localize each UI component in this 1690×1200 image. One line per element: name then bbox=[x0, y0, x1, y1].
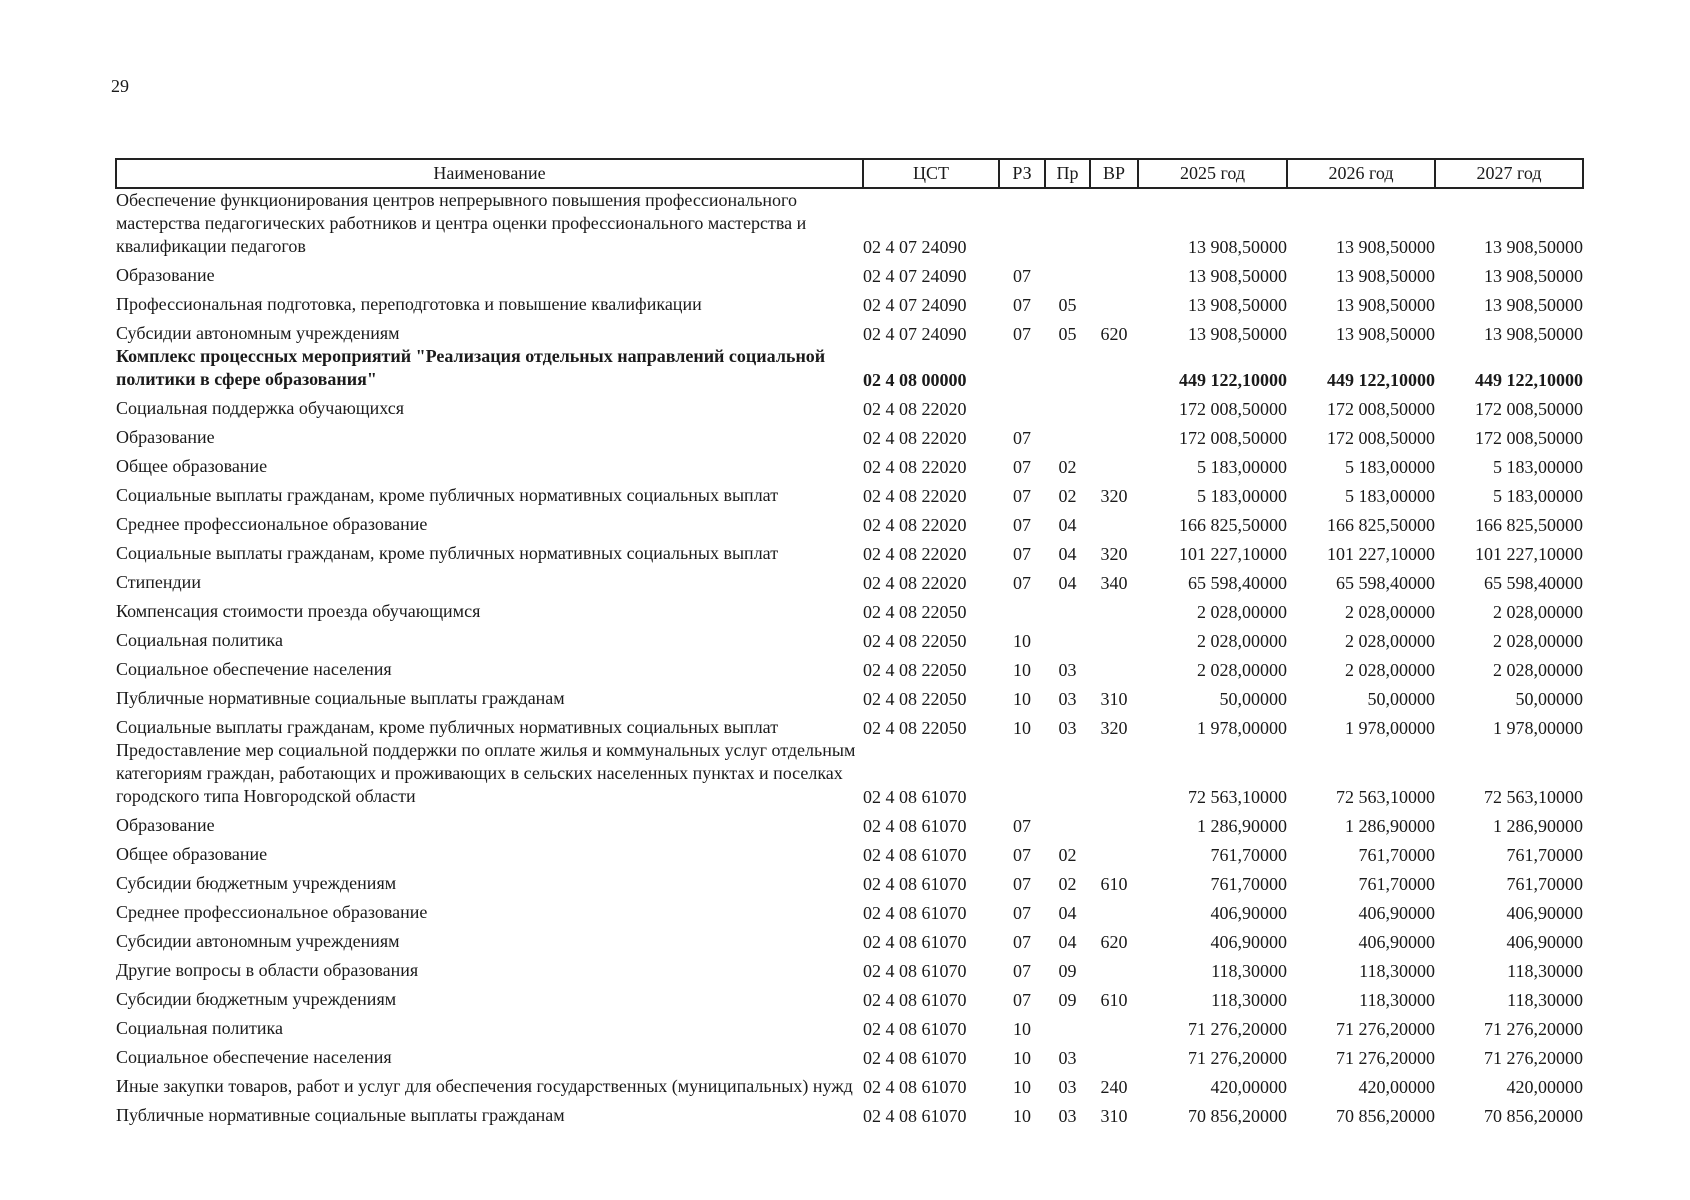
cell-vr bbox=[1090, 287, 1138, 316]
cell-2026: 71 276,20000 bbox=[1336, 1048, 1435, 1068]
cell-rz bbox=[999, 188, 1045, 258]
cell-vr bbox=[1090, 507, 1138, 536]
cell-2026: 172 008,50000 bbox=[1327, 399, 1435, 419]
table-row bbox=[116, 287, 1583, 316]
cell-name: Социальное обеспечение населения bbox=[116, 659, 392, 679]
cell-2026: 1 286,90000 bbox=[1345, 816, 1435, 836]
cell-2026: 72 563,10000 bbox=[1336, 787, 1435, 807]
budget-table bbox=[115, 158, 1584, 1127]
cell-vr bbox=[1090, 594, 1138, 623]
cell-2027: 406,90000 bbox=[1506, 932, 1583, 952]
cell-2027: 1 978,00000 bbox=[1493, 718, 1583, 738]
header-rz: РЗ bbox=[999, 159, 1045, 188]
cell-2025: 101 227,10000 bbox=[1179, 544, 1287, 564]
cell-2026: 118,30000 bbox=[1359, 961, 1435, 981]
cell-2025: 166 825,50000 bbox=[1179, 515, 1287, 535]
cell-pr bbox=[1045, 808, 1090, 837]
cell-cst: 02 4 08 61070 bbox=[863, 787, 967, 807]
cell-pr: 04 bbox=[1058, 544, 1077, 564]
cell-cst: 02 4 07 24090 bbox=[863, 295, 967, 315]
cell-vr: 320 bbox=[1100, 718, 1128, 738]
table-row bbox=[116, 536, 1583, 565]
table-row bbox=[116, 345, 1583, 391]
cell-pr bbox=[1045, 391, 1090, 420]
cell-cst: 02 4 08 61070 bbox=[863, 874, 967, 894]
table-row bbox=[116, 565, 1583, 594]
cell-name: Другие вопросы в области образования bbox=[116, 960, 419, 980]
cell-2027: 70 856,20000 bbox=[1484, 1106, 1583, 1126]
cell-name: Среднее профессиональное образование bbox=[116, 902, 428, 922]
table-row bbox=[116, 1098, 1583, 1127]
cell-cst: 02 4 08 22050 bbox=[863, 689, 967, 709]
cell-vr: 240 bbox=[1100, 1077, 1128, 1097]
cell-vr: 610 bbox=[1100, 874, 1128, 894]
cell-2027: 71 276,20000 bbox=[1484, 1048, 1583, 1068]
cell-2026: 101 227,10000 bbox=[1327, 544, 1435, 564]
cell-name: Среднее профессиональное образование bbox=[116, 514, 428, 534]
cell-vr: 310 bbox=[1100, 689, 1128, 709]
cell-pr bbox=[1045, 594, 1090, 623]
cell-2027: 13 908,50000 bbox=[1484, 266, 1583, 286]
cell-pr: 02 bbox=[1058, 845, 1077, 865]
cell-2027: 2 028,00000 bbox=[1493, 602, 1583, 622]
header-2026: 2026 год bbox=[1287, 159, 1435, 188]
cell-pr bbox=[1045, 739, 1090, 808]
cell-2026: 5 183,00000 bbox=[1345, 486, 1435, 506]
cell-2025: 13 908,50000 bbox=[1188, 324, 1287, 344]
table-row bbox=[116, 808, 1583, 837]
cell-pr: 09 bbox=[1058, 990, 1077, 1010]
cell-vr bbox=[1090, 345, 1138, 391]
cell-2026: 761,70000 bbox=[1358, 845, 1435, 865]
cell-vr: 620 bbox=[1100, 324, 1128, 344]
cell-cst: 02 4 08 61070 bbox=[863, 1048, 967, 1068]
header-cst: ЦСТ bbox=[863, 159, 999, 188]
cell-vr bbox=[1090, 391, 1138, 420]
cell-2027: 5 183,00000 bbox=[1493, 486, 1583, 506]
cell-name: Иные закупки товаров, работ и услуг для обеспечения государственных (муниципальных) нужд bbox=[116, 1076, 853, 1096]
cell-name: Общее образование bbox=[116, 844, 268, 864]
table-row bbox=[116, 1011, 1583, 1040]
cell-2027: 13 908,50000 bbox=[1484, 324, 1583, 344]
cell-pr bbox=[1045, 1011, 1090, 1040]
cell-rz: 07 bbox=[1013, 486, 1031, 506]
cell-2026: 2 028,00000 bbox=[1345, 602, 1435, 622]
table-row bbox=[116, 478, 1583, 507]
cell-2027: 172 008,50000 bbox=[1475, 428, 1583, 448]
header-2027: 2027 год bbox=[1435, 159, 1583, 188]
cell-rz: 07 bbox=[1013, 266, 1031, 286]
cell-pr: 09 bbox=[1058, 961, 1077, 981]
cell-cst: 02 4 08 61070 bbox=[863, 990, 967, 1010]
cell-vr: 320 bbox=[1100, 486, 1128, 506]
cell-2026: 71 276,20000 bbox=[1336, 1019, 1435, 1039]
cell-rz: 10 bbox=[1013, 718, 1031, 738]
cell-2026: 172 008,50000 bbox=[1327, 428, 1435, 448]
cell-cst: 02 4 08 61070 bbox=[863, 816, 967, 836]
cell-cst: 02 4 08 61070 bbox=[863, 932, 967, 952]
cell-2025: 2 028,00000 bbox=[1197, 660, 1287, 680]
table-row bbox=[116, 316, 1583, 345]
cell-name: Субсидии бюджетным учреждениям bbox=[116, 989, 397, 1009]
cell-2026: 166 825,50000 bbox=[1327, 515, 1435, 535]
cell-2026: 13 908,50000 bbox=[1336, 295, 1435, 315]
cell-2025: 449 122,10000 bbox=[1179, 370, 1287, 390]
cell-name: Комплекс процессных мероприятий "Реализация отдельных направлений социальной политики в сфере образования" bbox=[116, 346, 826, 389]
cell-cst: 02 4 08 61070 bbox=[863, 961, 967, 981]
cell-name: Профессиональная подготовка, переподготовка и повышение квалификации bbox=[116, 294, 702, 314]
cell-cst: 02 4 08 22020 bbox=[863, 573, 967, 593]
table-row bbox=[116, 623, 1583, 652]
cell-pr bbox=[1045, 258, 1090, 287]
cell-2025: 2 028,00000 bbox=[1197, 631, 1287, 651]
cell-cst: 02 4 08 22020 bbox=[863, 515, 967, 535]
cell-2027: 50,00000 bbox=[1515, 689, 1583, 709]
cell-rz: 07 bbox=[1013, 990, 1031, 1010]
cell-2025: 13 908,50000 bbox=[1188, 237, 1287, 257]
cell-vr bbox=[1090, 652, 1138, 681]
table-row bbox=[116, 420, 1583, 449]
cell-cst: 02 4 08 22020 bbox=[863, 486, 967, 506]
cell-pr: 04 bbox=[1058, 515, 1077, 535]
cell-rz: 07 bbox=[1013, 874, 1031, 894]
cell-rz bbox=[999, 345, 1045, 391]
cell-2025: 71 276,20000 bbox=[1188, 1019, 1287, 1039]
cell-2027: 449 122,10000 bbox=[1475, 370, 1583, 390]
cell-cst: 02 4 08 22020 bbox=[863, 399, 967, 419]
cell-2026: 2 028,00000 bbox=[1345, 660, 1435, 680]
cell-pr: 03 bbox=[1058, 1106, 1077, 1126]
cell-rz bbox=[999, 594, 1045, 623]
cell-2025: 406,90000 bbox=[1210, 932, 1287, 952]
table-row bbox=[116, 449, 1583, 478]
table-row bbox=[116, 739, 1583, 808]
cell-pr bbox=[1045, 188, 1090, 258]
cell-2025: 50,00000 bbox=[1219, 689, 1287, 709]
cell-vr bbox=[1090, 449, 1138, 478]
table-header-row bbox=[116, 159, 1583, 188]
cell-2025: 65 598,40000 bbox=[1188, 573, 1287, 593]
cell-vr: 340 bbox=[1100, 573, 1128, 593]
table-row bbox=[116, 837, 1583, 866]
cell-name: Субсидии автономным учреждениям bbox=[116, 323, 400, 343]
cell-pr: 02 bbox=[1058, 486, 1077, 506]
cell-2027: 5 183,00000 bbox=[1493, 457, 1583, 477]
cell-vr: 320 bbox=[1100, 544, 1128, 564]
cell-rz: 10 bbox=[1013, 660, 1031, 680]
cell-name: Социальная политика bbox=[116, 630, 283, 650]
cell-pr bbox=[1045, 420, 1090, 449]
cell-2027: 118,30000 bbox=[1507, 961, 1583, 981]
cell-pr bbox=[1045, 623, 1090, 652]
cell-vr: 610 bbox=[1100, 990, 1128, 1010]
cell-vr: 620 bbox=[1100, 932, 1128, 952]
table-row bbox=[116, 982, 1583, 1011]
cell-pr: 04 bbox=[1058, 932, 1077, 952]
table-body bbox=[116, 188, 1583, 1127]
table-row bbox=[116, 188, 1583, 258]
cell-rz: 07 bbox=[1013, 961, 1031, 981]
cell-2025: 72 563,10000 bbox=[1188, 787, 1287, 807]
cell-2025: 70 856,20000 bbox=[1188, 1106, 1287, 1126]
table-row bbox=[116, 507, 1583, 536]
cell-2027: 13 908,50000 bbox=[1484, 295, 1583, 315]
cell-2026: 13 908,50000 bbox=[1336, 237, 1435, 257]
cell-name: Субсидии автономным учреждениям bbox=[116, 931, 400, 951]
cell-name: Обеспечение функционирования центров непрерывного повышения профессионального мастерства педагогических работников и центра оценки профессионального мастерства и квалификации педагогов bbox=[116, 190, 807, 256]
cell-pr: 05 bbox=[1058, 295, 1077, 315]
cell-cst: 02 4 08 22050 bbox=[863, 631, 967, 651]
cell-2025: 172 008,50000 bbox=[1179, 399, 1287, 419]
cell-rz: 07 bbox=[1013, 816, 1031, 836]
cell-rz: 07 bbox=[1013, 932, 1031, 952]
cell-2025: 13 908,50000 bbox=[1188, 295, 1287, 315]
cell-2027: 2 028,00000 bbox=[1493, 631, 1583, 651]
cell-2025: 761,70000 bbox=[1210, 874, 1287, 894]
cell-vr bbox=[1090, 837, 1138, 866]
table-row bbox=[116, 681, 1583, 710]
cell-2025: 5 183,00000 bbox=[1197, 457, 1287, 477]
cell-rz: 07 bbox=[1013, 295, 1031, 315]
cell-2027: 1 286,90000 bbox=[1493, 816, 1583, 836]
cell-2025: 118,30000 bbox=[1211, 990, 1287, 1010]
cell-2027: 761,70000 bbox=[1506, 845, 1583, 865]
cell-name: Социальные выплаты гражданам, кроме публичных нормативных социальных выплат bbox=[116, 485, 779, 505]
cell-pr: 03 bbox=[1058, 1077, 1077, 1097]
cell-2027: 65 598,40000 bbox=[1484, 573, 1583, 593]
cell-rz: 07 bbox=[1013, 903, 1031, 923]
cell-2026: 406,90000 bbox=[1358, 932, 1435, 952]
cell-rz: 10 bbox=[1013, 1106, 1031, 1126]
cell-2025: 1 978,00000 bbox=[1197, 718, 1287, 738]
cell-cst: 02 4 07 24090 bbox=[863, 266, 967, 286]
cell-vr bbox=[1090, 808, 1138, 837]
cell-name: Социальное обеспечение населения bbox=[116, 1047, 392, 1067]
cell-2026: 118,30000 bbox=[1359, 990, 1435, 1010]
cell-2026: 70 856,20000 bbox=[1336, 1106, 1435, 1126]
cell-cst: 02 4 08 22020 bbox=[863, 457, 967, 477]
cell-rz bbox=[999, 391, 1045, 420]
cell-2026: 50,00000 bbox=[1367, 689, 1435, 709]
cell-2027: 2 028,00000 bbox=[1493, 660, 1583, 680]
cell-pr: 05 bbox=[1058, 324, 1077, 344]
cell-2027: 761,70000 bbox=[1506, 874, 1583, 894]
table-row bbox=[116, 866, 1583, 895]
cell-cst: 02 4 08 61070 bbox=[863, 1077, 967, 1097]
cell-rz: 10 bbox=[1013, 631, 1031, 651]
table-row bbox=[116, 258, 1583, 287]
cell-pr: 03 bbox=[1058, 689, 1077, 709]
cell-2025: 406,90000 bbox=[1210, 903, 1287, 923]
cell-2025: 13 908,50000 bbox=[1188, 266, 1287, 286]
cell-vr: 310 bbox=[1100, 1106, 1128, 1126]
cell-rz: 07 bbox=[1013, 515, 1031, 535]
cell-rz: 07 bbox=[1013, 428, 1031, 448]
cell-rz: 07 bbox=[1013, 845, 1031, 865]
header-name: Наименование bbox=[116, 159, 863, 188]
cell-cst: 02 4 08 00000 bbox=[863, 370, 967, 390]
cell-rz: 10 bbox=[1013, 1019, 1031, 1039]
cell-cst: 02 4 07 24090 bbox=[863, 237, 967, 257]
header-vr: ВР bbox=[1090, 159, 1138, 188]
cell-name: Предоставление мер социальной поддержки по оплате жилья и коммунальных услуг отдельным категориям граждан, работающих и проживающих в сельских населенных пунктах и поселках городского типа Новгородской области bbox=[116, 740, 856, 806]
cell-2026: 761,70000 bbox=[1358, 874, 1435, 894]
table-row bbox=[116, 594, 1583, 623]
cell-vr bbox=[1090, 895, 1138, 924]
cell-2027: 72 563,10000 bbox=[1484, 787, 1583, 807]
cell-cst: 02 4 08 61070 bbox=[863, 903, 967, 923]
cell-rz: 07 bbox=[1013, 573, 1031, 593]
cell-pr: 04 bbox=[1058, 573, 1077, 593]
cell-2027: 71 276,20000 bbox=[1484, 1019, 1583, 1039]
table-row bbox=[116, 924, 1583, 953]
table-row bbox=[116, 710, 1583, 739]
header-2025: 2025 год bbox=[1138, 159, 1287, 188]
table-row bbox=[116, 895, 1583, 924]
cell-vr bbox=[1090, 258, 1138, 287]
cell-name: Социальные выплаты гражданам, кроме публичных нормативных социальных выплат bbox=[116, 717, 779, 737]
cell-2025: 172 008,50000 bbox=[1179, 428, 1287, 448]
cell-rz: 07 bbox=[1013, 544, 1031, 564]
cell-2027: 118,30000 bbox=[1507, 990, 1583, 1010]
cell-cst: 02 4 08 22050 bbox=[863, 718, 967, 738]
cell-name: Публичные нормативные социальные выплаты гражданам bbox=[116, 688, 565, 708]
cell-2026: 406,90000 bbox=[1358, 903, 1435, 923]
cell-rz bbox=[999, 739, 1045, 808]
cell-name: Компенсация стоимости проезда обучающимся bbox=[116, 601, 481, 621]
cell-name: Образование bbox=[116, 427, 215, 447]
cell-cst: 02 4 08 61070 bbox=[863, 1019, 967, 1039]
table-row bbox=[116, 391, 1583, 420]
table-row bbox=[116, 1040, 1583, 1069]
cell-cst: 02 4 08 61070 bbox=[863, 1106, 967, 1126]
cell-vr bbox=[1090, 1011, 1138, 1040]
cell-2027: 420,00000 bbox=[1506, 1077, 1583, 1097]
cell-vr bbox=[1090, 739, 1138, 808]
cell-name: Образование bbox=[116, 265, 215, 285]
cell-vr bbox=[1090, 188, 1138, 258]
cell-cst: 02 4 08 22020 bbox=[863, 544, 967, 564]
cell-2027: 101 227,10000 bbox=[1475, 544, 1583, 564]
cell-vr bbox=[1090, 420, 1138, 449]
cell-2025: 761,70000 bbox=[1210, 845, 1287, 865]
header-pr: Пр bbox=[1045, 159, 1090, 188]
cell-vr bbox=[1090, 953, 1138, 982]
cell-cst: 02 4 07 24090 bbox=[863, 324, 967, 344]
table-row bbox=[116, 652, 1583, 681]
cell-pr: 03 bbox=[1058, 1048, 1077, 1068]
cell-name: Субсидии бюджетным учреждениям bbox=[116, 873, 397, 893]
cell-rz: 10 bbox=[1013, 1048, 1031, 1068]
cell-2027: 172 008,50000 bbox=[1475, 399, 1583, 419]
cell-cst: 02 4 08 22020 bbox=[863, 428, 967, 448]
cell-2025: 1 286,90000 bbox=[1197, 816, 1287, 836]
cell-rz: 10 bbox=[1013, 689, 1031, 709]
cell-cst: 02 4 08 22050 bbox=[863, 660, 967, 680]
cell-rz: 10 bbox=[1013, 1077, 1031, 1097]
cell-pr bbox=[1045, 345, 1090, 391]
cell-name: Социальные выплаты гражданам, кроме публичных нормативных социальных выплат bbox=[116, 543, 779, 563]
cell-2026: 65 598,40000 bbox=[1336, 573, 1435, 593]
cell-2025: 2 028,00000 bbox=[1197, 602, 1287, 622]
cell-2025: 420,00000 bbox=[1210, 1077, 1287, 1097]
cell-name: Общее образование bbox=[116, 456, 268, 476]
cell-2025: 5 183,00000 bbox=[1197, 486, 1287, 506]
cell-name: Образование bbox=[116, 815, 215, 835]
cell-2026: 1 978,00000 bbox=[1345, 718, 1435, 738]
cell-2027: 406,90000 bbox=[1506, 903, 1583, 923]
cell-vr bbox=[1090, 623, 1138, 652]
cell-pr: 02 bbox=[1058, 874, 1077, 894]
cell-name: Публичные нормативные социальные выплаты гражданам bbox=[116, 1105, 565, 1125]
cell-2025: 118,30000 bbox=[1211, 961, 1287, 981]
cell-pr: 04 bbox=[1058, 903, 1077, 923]
page-number: 29 bbox=[111, 76, 129, 96]
cell-2025: 71 276,20000 bbox=[1188, 1048, 1287, 1068]
cell-vr bbox=[1090, 1040, 1138, 1069]
cell-2027: 166 825,50000 bbox=[1475, 515, 1583, 535]
cell-pr: 03 bbox=[1058, 718, 1077, 738]
cell-cst: 02 4 08 61070 bbox=[863, 845, 967, 865]
cell-rz: 07 bbox=[1013, 324, 1031, 344]
cell-2026: 13 908,50000 bbox=[1336, 324, 1435, 344]
cell-2026: 5 183,00000 bbox=[1345, 457, 1435, 477]
cell-name: Социальная политика bbox=[116, 1018, 283, 1038]
cell-2026: 13 908,50000 bbox=[1336, 266, 1435, 286]
cell-pr: 03 bbox=[1058, 660, 1077, 680]
cell-pr: 02 bbox=[1058, 457, 1077, 477]
cell-2026: 420,00000 bbox=[1358, 1077, 1435, 1097]
cell-name: Стипендии bbox=[116, 572, 201, 592]
table-row bbox=[116, 953, 1583, 982]
cell-cst: 02 4 08 22050 bbox=[863, 602, 967, 622]
table-row bbox=[116, 1069, 1583, 1098]
cell-2027: 13 908,50000 bbox=[1484, 237, 1583, 257]
cell-rz: 07 bbox=[1013, 457, 1031, 477]
cell-2026: 449 122,10000 bbox=[1327, 370, 1435, 390]
cell-2026: 2 028,00000 bbox=[1345, 631, 1435, 651]
cell-name: Социальная поддержка обучающихся bbox=[116, 398, 405, 418]
